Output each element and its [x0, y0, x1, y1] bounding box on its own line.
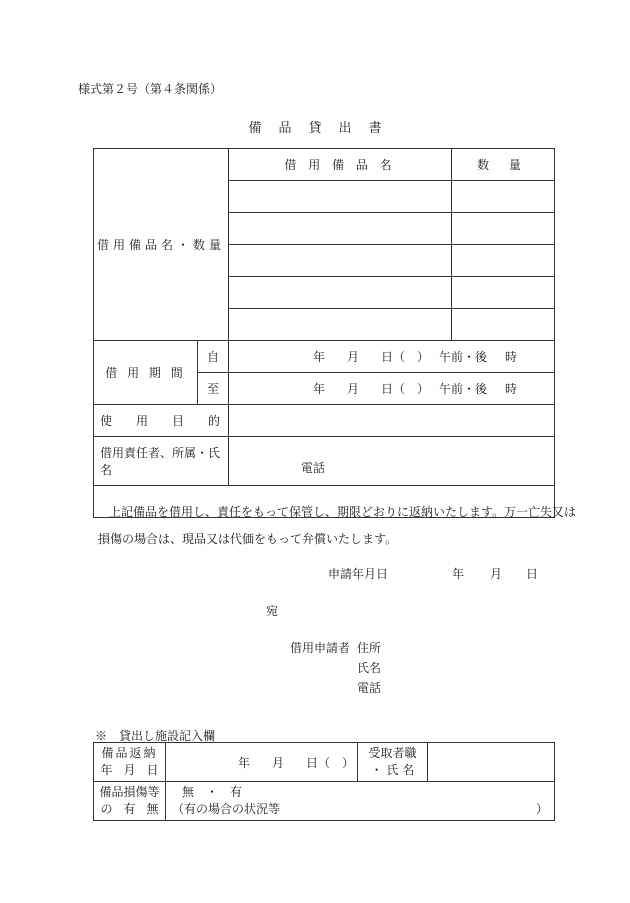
equipment-name-field[interactable] [229, 181, 452, 213]
col-header-quantity: 数 量 [452, 149, 555, 181]
quantity-field[interactable] [452, 245, 555, 277]
purpose-label: 使 用 目 的 [94, 405, 229, 437]
quantity-field[interactable] [452, 309, 555, 341]
year-label: 年 [313, 382, 326, 396]
statement-block [94, 486, 577, 695]
hour-label: 時 [505, 350, 518, 364]
application-month-label: 月 [490, 567, 503, 581]
period-from-date[interactable] [229, 341, 555, 373]
applicant-name-label: 氏名 [357, 661, 382, 675]
quantity-field[interactable] [452, 181, 555, 213]
damage-field[interactable] [166, 782, 555, 821]
quantity-field[interactable] [452, 277, 555, 309]
damage-label: 備品損傷等 の 有 無 [94, 782, 166, 821]
period-from-label: 自 [198, 341, 229, 373]
day-label: 日（ ） [381, 382, 430, 396]
day-label: 日（ ） [306, 755, 355, 770]
hour-label: 時 [505, 382, 518, 396]
equipment-name-field[interactable] [229, 277, 452, 309]
equipment-name-field[interactable] [229, 213, 452, 245]
year-label: 年 [313, 350, 326, 364]
ampm-label: 午前・後 [439, 382, 488, 396]
period-label: 借 用 期 間 [94, 341, 198, 405]
ampm-label: 午前・後 [439, 350, 488, 364]
application-year-label: 年 [452, 567, 465, 581]
damage-detail-close: ） [535, 802, 548, 816]
return-date-label: 備品返納 年 月 日 [94, 743, 166, 782]
responsible-field[interactable] [229, 437, 555, 486]
application-day-label: 日 [526, 567, 539, 581]
month-label: 月 [347, 350, 360, 364]
purpose-field[interactable] [229, 405, 555, 437]
month-label: 月 [347, 382, 360, 396]
year-label: 年 [238, 755, 251, 770]
damage-detail-label: （有の場合の状況等 [172, 802, 281, 816]
facility-table [93, 742, 555, 821]
equipment-label: 借用備品名・数量 [94, 149, 229, 341]
statement-line-1: 上記備品を借用し、責任をもって保管し、期限どおりに返納いたします。万一亡失又は [109, 505, 577, 519]
applicant-address-label: 住所 [357, 641, 382, 655]
form-number: 様式第２号（第４条関係） [78, 82, 223, 96]
applicant-tel-label: 電話 [357, 681, 382, 695]
period-to-date[interactable] [229, 373, 555, 405]
damage-option: 無 ・ 有 [182, 785, 243, 799]
col-header-equipment-name: 借 用 備 品 名 [229, 149, 452, 181]
month-label: 月 [272, 755, 285, 770]
day-label: 日（ ） [381, 350, 430, 364]
loan-form-table [93, 148, 577, 695]
equipment-name-field[interactable] [229, 309, 452, 341]
document-title: 備品貸出書 [248, 121, 399, 136]
facility-note: ※ 貸出し施設記入欄 [95, 729, 216, 743]
statement-line-2: 損傷の場合は、現品又は代価をもって弁償いたします。 [98, 532, 398, 546]
applicant-label: 借用申請者 [290, 641, 351, 655]
quantity-field[interactable] [452, 213, 555, 245]
receiver-field[interactable] [428, 743, 555, 782]
application-date-label: 申請年月日 [328, 567, 389, 581]
equipment-name-field[interactable] [229, 245, 452, 277]
period-to-label: 至 [198, 373, 229, 405]
receiver-label: 受取者職 ・ 氏 名 [358, 743, 428, 782]
responsible-label: 借用責任者、所属・氏名 [94, 437, 229, 486]
tel-label: 電話 [301, 461, 326, 475]
return-date-field[interactable] [166, 743, 358, 782]
addressee-label: 宛 [266, 604, 279, 618]
